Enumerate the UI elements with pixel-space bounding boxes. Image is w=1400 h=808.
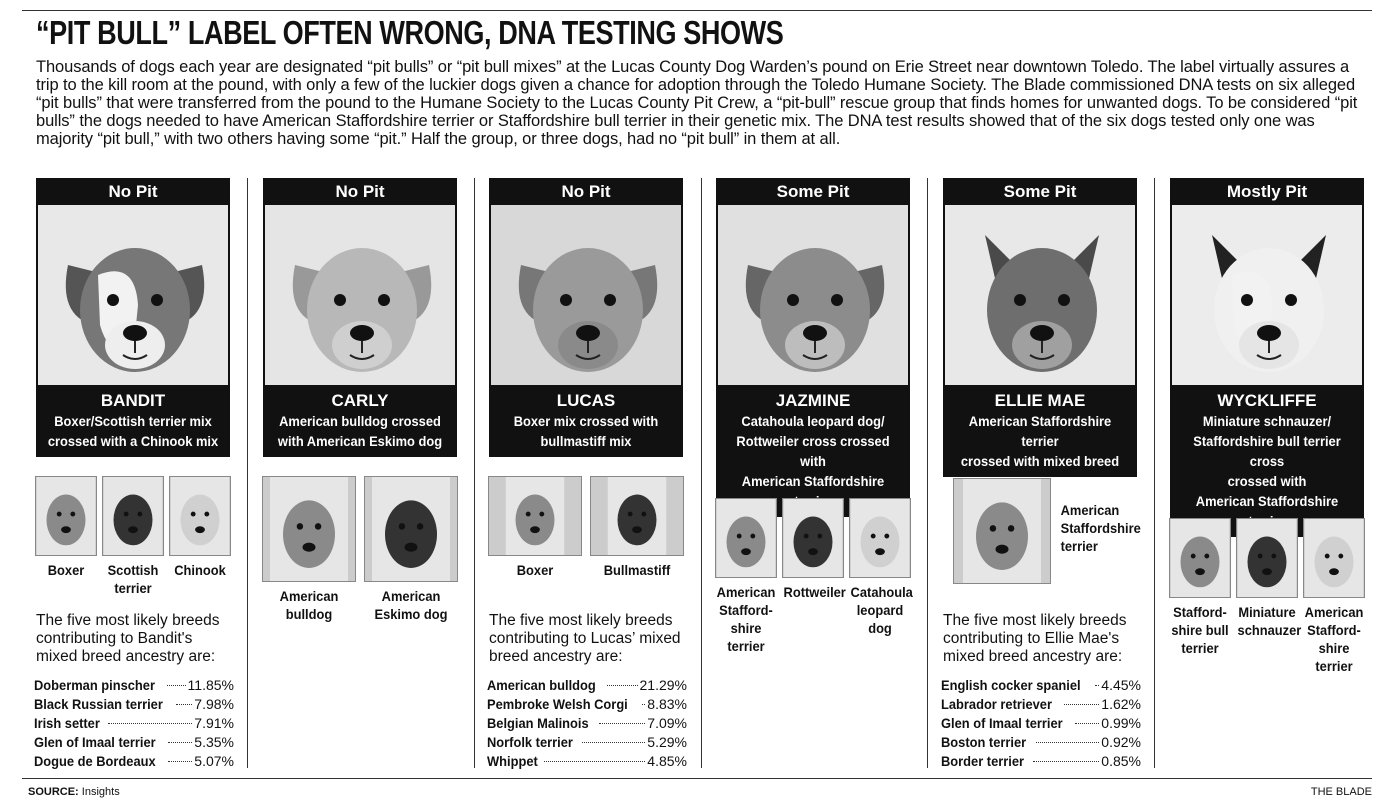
ancestry-breed: Boston terrier	[941, 734, 1027, 750]
top-rule	[22, 10, 1372, 11]
ancestry-row	[34, 733, 234, 752]
leader-dots	[607, 685, 637, 686]
ancestry-percent: 0.85%	[1101, 753, 1141, 769]
ancestry-row	[487, 676, 687, 695]
ancestry-percent: 5.29%	[647, 734, 687, 750]
dog-description-line: Boxer/Scottish terrier mix	[54, 413, 212, 429]
ancestry-breed: Glen of Imaal terrier	[34, 734, 156, 750]
dog-description-line: American bulldog crossed	[279, 413, 441, 429]
breed-thumbnails	[953, 478, 1153, 584]
dog-column-wyckliffe	[1170, 178, 1364, 537]
dog-description-line: Catahoula leopard dog/	[741, 413, 885, 429]
breed-thumbnail	[1235, 518, 1302, 675]
breed-photo	[1303, 518, 1365, 598]
ancestry-row	[487, 714, 687, 733]
leader-dots	[108, 723, 193, 724]
leader-dots	[582, 742, 645, 743]
ancestry-row	[34, 695, 234, 714]
ancestry-percent: 8.83%	[647, 696, 687, 712]
leader-dots	[176, 704, 192, 705]
dog-photo	[716, 205, 910, 385]
breed-thumbnail	[168, 476, 232, 597]
breed-thumbnail	[34, 476, 98, 597]
dog-name: BANDIT	[100, 391, 166, 410]
dog-column-lucas	[489, 178, 683, 457]
dog-info-box	[489, 385, 683, 457]
intro-paragraph: Thousands of dogs each year are designated “pit bulls” or “pit bull mixes” at the Lucas County Dog Warden’s pound on Erie Street near downtown Toledo. The label virtually assures a trip to the kill room at the pound, with only a few of the luckier dogs given a chance for adoption through the Toledo Humane Society. The Blade commissioned DNA tests on six alleged “pit bulls” that were transferred from the pound to the Humane Society to the Lucas County Pit Crew, a “pit-bull” rescue group that finds homes for unwanted dogs. To be considered “pit bulls” the dogs needed to have American Staffordshire terrier or Staffordshire bull terrier in their genetic mix. The DNA test results showed that of the six dogs tested only one was majority “pit bull,” with two others having some “pit.” Half the group, or three dogs, had no “pit bull” in them at all.	[36, 58, 1358, 148]
pit-category-header: Some Pit	[943, 178, 1137, 205]
dog-name: ELLIE MAE	[994, 391, 1086, 410]
breed-photo	[715, 498, 777, 578]
dog-description-line: with American Eskimo dog	[277, 433, 443, 449]
dog-column-ellie-mae	[943, 178, 1137, 477]
ancestry-percent: 5.35%	[194, 734, 234, 750]
breed-photo	[488, 476, 582, 556]
column-divider	[474, 178, 475, 768]
ancestry-breed: Irish setter	[34, 715, 100, 731]
breed-thumbnails	[1168, 518, 1366, 675]
breed-label: Stafford-shire bull terrier	[1171, 604, 1229, 656]
dog-description-line: bullmastiff mix	[540, 433, 632, 449]
ancestry-breed: Doberman pinscher	[34, 677, 155, 693]
dog-info-box	[943, 385, 1137, 477]
ancestry-list	[34, 676, 234, 771]
dog-description-line: Boxer mix crossed with	[513, 413, 659, 429]
breed-photo	[364, 476, 458, 582]
breed-label: American Eskimo dog	[374, 588, 448, 622]
breed-thumbnail	[487, 476, 583, 579]
breed-thumbnail	[101, 476, 165, 597]
ancestry-intro: The five most likely breeds contributing to Lucas’ mixed breed ancestry are:	[489, 612, 681, 665]
pit-category-header: No Pit	[263, 178, 457, 205]
dog-photo	[943, 205, 1137, 385]
breed-photo	[849, 498, 911, 578]
breed-label: Boxer	[516, 562, 554, 578]
dog-name: LUCAS	[556, 391, 616, 410]
dog-name: JAZMINE	[775, 391, 851, 410]
ancestry-breed: Black Russian terrier	[34, 696, 163, 712]
breed-photo	[1169, 518, 1231, 598]
ancestry-row	[487, 752, 687, 771]
breed-thumbnail	[1302, 518, 1366, 675]
breed-label: American Stafford-shire terrier	[1304, 604, 1364, 674]
ancestry-intro: The five most likely breeds contributing to Bandit's mixed breed ancestry are:	[36, 612, 220, 665]
ancestry-breed: Whippet	[487, 753, 538, 769]
leader-dots	[1036, 742, 1100, 743]
ancestry-list	[941, 676, 1141, 771]
breed-label: American Staffordshire terrier	[1060, 502, 1141, 554]
dog-description-line: American Staffordshire terrier	[968, 413, 1112, 449]
dog-description-line: Staffordshire bull terrier cross	[1193, 433, 1341, 469]
breed-thumbnail	[953, 478, 1153, 584]
breed-label: Boxer	[47, 562, 85, 578]
leader-dots	[1064, 704, 1100, 705]
leader-dots	[1075, 723, 1099, 724]
column-divider	[247, 178, 248, 768]
ancestry-percent: 1.62%	[1101, 696, 1141, 712]
breed-photo	[262, 476, 356, 582]
breed-thumbnail	[781, 498, 845, 655]
ancestry-row	[34, 752, 234, 771]
ancestry-breed: Glen of Imaal terrier	[941, 715, 1063, 731]
breed-label: American Stafford-shire terrier	[716, 584, 776, 654]
breed-label: Scottish terrier	[107, 562, 159, 596]
dog-name: WYCKLIFFE	[1217, 391, 1317, 410]
leader-dots	[544, 761, 645, 762]
pit-category-header: No Pit	[36, 178, 230, 205]
ancestry-row	[941, 752, 1141, 771]
dog-photo	[36, 205, 230, 385]
leader-dots	[1033, 761, 1099, 762]
source-line: SOURCE: Insights	[28, 786, 120, 798]
ancestry-percent: 7.98%	[194, 696, 234, 712]
breed-label: Catahoula leopard dog	[850, 584, 913, 636]
dog-name: CARLY	[331, 391, 389, 410]
ancestry-row	[941, 695, 1141, 714]
leader-dots	[642, 704, 645, 705]
dog-column-jazmine	[716, 178, 910, 517]
breed-label: American bulldog	[279, 588, 339, 622]
column-divider	[927, 178, 928, 768]
dog-photo	[489, 205, 683, 385]
credit: THE BLADE	[1310, 786, 1372, 798]
breed-thumbnails	[261, 476, 459, 623]
dog-description-line: Rottweiler cross crossed with	[736, 433, 890, 469]
pit-category-header: Mostly Pit	[1170, 178, 1364, 205]
breed-thumbnail	[848, 498, 912, 655]
breed-photo	[953, 478, 1051, 584]
ancestry-breed: Pembroke Welsh Corgi	[487, 696, 628, 712]
dog-description-line: crossed with	[1227, 473, 1307, 489]
ancestry-intro: The five most likely breeds contributing to Ellie Mae's mixed breed ancestry are:	[943, 612, 1127, 665]
breed-thumbnail	[363, 476, 459, 623]
ancestry-percent: 7.91%	[194, 715, 234, 731]
ancestry-breed: Belgian Malinois	[487, 715, 589, 731]
dog-description-line: crossed with mixed breed	[960, 453, 1120, 469]
ancestry-breed: Norfolk terrier	[487, 734, 573, 750]
ancestry-row	[487, 695, 687, 714]
ancestry-row	[941, 733, 1141, 752]
breed-photo	[102, 476, 164, 556]
headline: “PIT BULL” LABEL OFTEN WRONG, DNA TESTING SHOWS	[36, 14, 784, 51]
ancestry-breed: Labrador retriever	[941, 696, 1052, 712]
breed-photo	[782, 498, 844, 578]
ancestry-percent: 4.45%	[1101, 677, 1141, 693]
ancestry-percent: 0.92%	[1101, 734, 1141, 750]
ancestry-row	[487, 733, 687, 752]
ancestry-percent: 0.99%	[1101, 715, 1141, 731]
ancestry-percent: 5.07%	[194, 753, 234, 769]
leader-dots	[599, 723, 645, 724]
breed-photo	[590, 476, 684, 556]
dog-description-line: American Staffordshire	[741, 473, 885, 489]
ancestry-percent: 11.85%	[187, 677, 234, 693]
dog-description-line: American Staffordshire	[1195, 493, 1339, 509]
pit-category-header: Some Pit	[716, 178, 910, 205]
ancestry-row	[34, 676, 234, 695]
ancestry-list	[487, 676, 687, 771]
ancestry-row	[941, 676, 1141, 695]
dog-column-carly	[263, 178, 457, 457]
breed-label: Chinook	[174, 562, 226, 578]
breed-thumbnails	[714, 498, 912, 655]
ancestry-percent: 4.85%	[647, 753, 687, 769]
leader-dots	[1095, 685, 1100, 686]
breed-thumbnails	[34, 476, 232, 597]
dog-description-line: Miniature schnauzer/	[1202, 413, 1332, 429]
column-divider	[701, 178, 702, 768]
leader-dots	[168, 761, 192, 762]
dog-info-box	[263, 385, 457, 457]
ancestry-breed: Dogue de Bordeaux	[34, 753, 156, 769]
column-divider	[1154, 178, 1155, 768]
breed-label: Miniature schnauzer	[1237, 604, 1302, 638]
ancestry-breed: Border terrier	[941, 753, 1025, 769]
ancestry-percent: 7.09%	[647, 715, 687, 731]
ancestry-row	[34, 714, 234, 733]
breed-thumbnails	[487, 476, 685, 579]
breed-thumbnail	[714, 498, 778, 655]
breed-thumbnail	[261, 476, 357, 623]
ancestry-breed: American bulldog	[487, 677, 596, 693]
dog-column-bandit	[36, 178, 230, 457]
breed-thumbnail	[1168, 518, 1232, 675]
dog-info-box	[1170, 385, 1364, 537]
breed-photo	[35, 476, 97, 556]
ancestry-percent: 21.29%	[639, 677, 687, 693]
dog-photo	[1170, 205, 1364, 385]
breed-label: Rottweiler	[783, 584, 846, 600]
ancestry-breed: English cocker spaniel	[941, 677, 1081, 693]
breed-label: Bullmastiff	[603, 562, 671, 578]
breed-photo	[1236, 518, 1298, 598]
breed-thumbnail	[589, 476, 685, 579]
leader-dots	[168, 742, 192, 743]
leader-dots	[167, 685, 185, 686]
dog-photo	[263, 205, 457, 385]
dog-description-line: crossed with a Chinook mix	[47, 433, 219, 449]
bottom-rule	[22, 778, 1372, 779]
pit-category-header: No Pit	[489, 178, 683, 205]
dog-info-box	[36, 385, 230, 457]
breed-photo	[169, 476, 231, 556]
ancestry-row	[941, 714, 1141, 733]
